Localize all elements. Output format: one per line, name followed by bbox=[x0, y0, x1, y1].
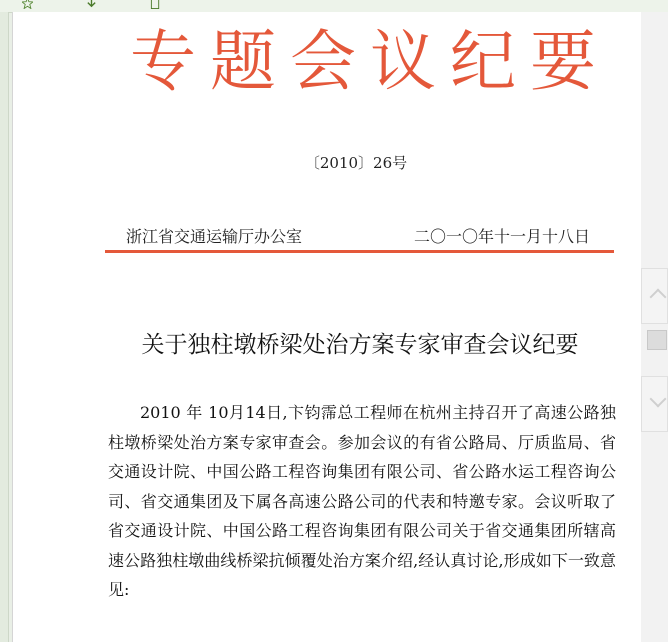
toolbar-item-download[interactable] bbox=[86, 0, 97, 10]
document-title: 专题会议纪要 bbox=[130, 23, 610, 100]
document-icon bbox=[150, 0, 161, 9]
download-icon bbox=[86, 0, 97, 9]
document-number: 〔2010〕26号 bbox=[304, 154, 408, 172]
chevron-down-icon bbox=[650, 391, 667, 408]
star-icon bbox=[22, 0, 33, 9]
prev-page-button[interactable] bbox=[641, 268, 668, 324]
issue-date: 二〇一〇年十一月十八日 bbox=[414, 227, 591, 246]
toolbar-item-favorite[interactable] bbox=[22, 0, 33, 10]
body-paragraph: 2010 年 10月14日,卞钧霈总工程师在杭州主持召开了高速公路独柱墩桥梁处治方案专家审查会。参加会议的有省公路局、厅质监局、省交通设计院、中国公路工程咨询集团有限公司、省公路水运工程咨询公司、省交通集团及下属各高速公路公司的代表和特邀专家。会议听取了省交通设计院、中国公路工程咨询集团有限公司关于省交通集团所辖高速公路独柱墩曲线桥梁抗倾覆处治方案介绍,经认真讨论,形成如下一致意见: bbox=[108, 403, 616, 599]
document-subject: 关于独柱墩桥梁处治方案专家审查会议纪要 bbox=[141, 332, 579, 358]
red-divider bbox=[105, 250, 614, 253]
issuer-name: 浙江省交通运输厅办公室 bbox=[126, 227, 303, 246]
next-page-button[interactable] bbox=[641, 376, 668, 432]
chevron-up-icon bbox=[650, 289, 667, 306]
toolbar-item-document[interactable] bbox=[150, 0, 161, 10]
